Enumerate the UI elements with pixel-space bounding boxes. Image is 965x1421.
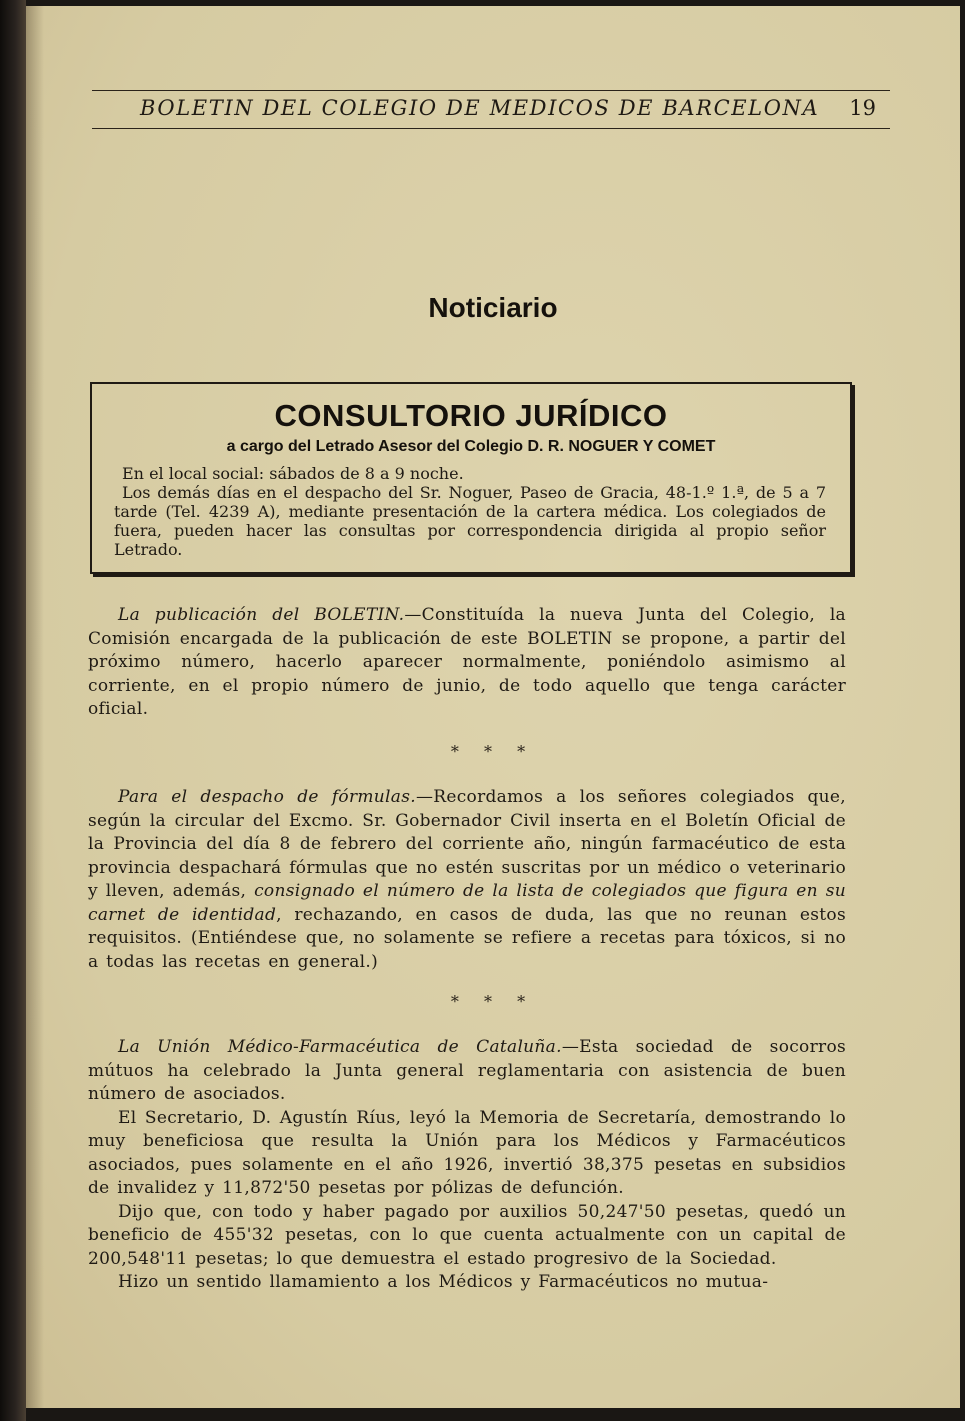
separator-stars-2: * * * [450, 992, 536, 1011]
document-page [26, 6, 960, 1408]
consultorio-line-2: Los demás días en el despacho del Sr. Noguer, Paseo de Gracia, 48-1.º 1.ª, de 5 a 7 tarde (Tel. 4239 A), mediante presentación de la cartera médica. Los colegiados de fuera, pueden hacer las consultas por correspondencia dirigida al propio señor Letrado. [114, 483, 826, 559]
journal-title: BOLETIN DEL COLEGIO DE MEDICOS DE BARCELONA [140, 96, 820, 120]
header-rule-top [92, 90, 890, 91]
article-union [88, 1036, 846, 1295]
consultorio-title: CONSULTORIO JURÍDICO [274, 398, 668, 433]
article-publicacion [88, 604, 846, 722]
book-spine [0, 0, 26, 1421]
separator-stars-1: * * * [450, 742, 536, 761]
header-rule-bottom [92, 128, 890, 129]
article-formulas-emphasis: consignado el número de la lista de colegiados que figura en su carnet de identidad [88, 881, 846, 925]
page-gutter-shadow [26, 6, 44, 1408]
article-union-lead: La Unión Médico-Farmacéutica de Cataluña. [118, 1037, 562, 1057]
article-publicacion-text: —Constituída la nueva Junta del Colegio, la Comisión encargada de la publicación de este BOLETIN se propone, a partir del próximo número, hacerlo aparecer normalmente, poniéndolo asimismo al corriente, en el propio número de junio, de todo aquello que tenga carácter oficial. [88, 605, 846, 719]
article-union-para-2: El Secretario, D. Agustín Ríus, leyó la Memoria de Secretaría, demostrando lo muy beneficiosa que resulta la Unión para los Médicos y Farmacéuticos asociados, pues solamente en el año 1926, invertió 38,375 pesetas en subsidios de invalidez y 11,872'50 pesetas por pólizas de defunción. [88, 1107, 846, 1198]
article-formulas-lead: Para el despacho de fórmulas. [118, 787, 416, 807]
consultorio-line-1: En el local social: sábados de 8 a 9 noche. [122, 464, 464, 483]
section-title: Noticiario [428, 292, 558, 323]
article-union-para-1: —Esta sociedad de socorros mútuos ha celebrado la Junta general reglamentaria con asistencia de buen número de asociados. [88, 1037, 847, 1104]
article-union-para-3: Dijo que, con todo y haber pagado por auxilios 50,247'50 pesetas, quedó un beneficio de 455'32 pesetas, con lo que cuenta actualmente con un capital de 200,548'11 pesetas; lo que demuestra el estado progresivo de la Sociedad. [88, 1201, 846, 1269]
running-header [92, 90, 890, 130]
consultorio-subtitle: a cargo del Letrado Asesor del Colegio D. R. NOGUER Y COMET [226, 438, 716, 455]
article-formulas-text-before: —Recordamos a los señores colegiados que, según la circular del Excmo. Sr. Gobernador Civil inserta en el Boletín Oficial de la Provincia del día 8 de febrero del corriente año, ningún farmacéutico de esta provincia despachará fórmulas que no estén suscritas por un médico o veterinario y lleven, además, [88, 787, 846, 901]
article-formulas-text-after: , rechazando, en casos de duda, las que no reunan estos requisitos. (Entiéndese que, no solamente se refiere a recetas para tóxicos, si no a todas las recetas en general.) [88, 904, 846, 972]
page-number: 19 [849, 96, 876, 120]
consultorio-body [114, 464, 826, 559]
article-union-para-4: Hizo un sentido llamamiento a los Médicos y Farmacéuticos no mutua- [118, 1272, 769, 1292]
article-formulas [88, 786, 846, 974]
article-publicacion-lead: La publicación del BOLETIN. [118, 605, 405, 625]
consultorio-box [90, 382, 852, 574]
